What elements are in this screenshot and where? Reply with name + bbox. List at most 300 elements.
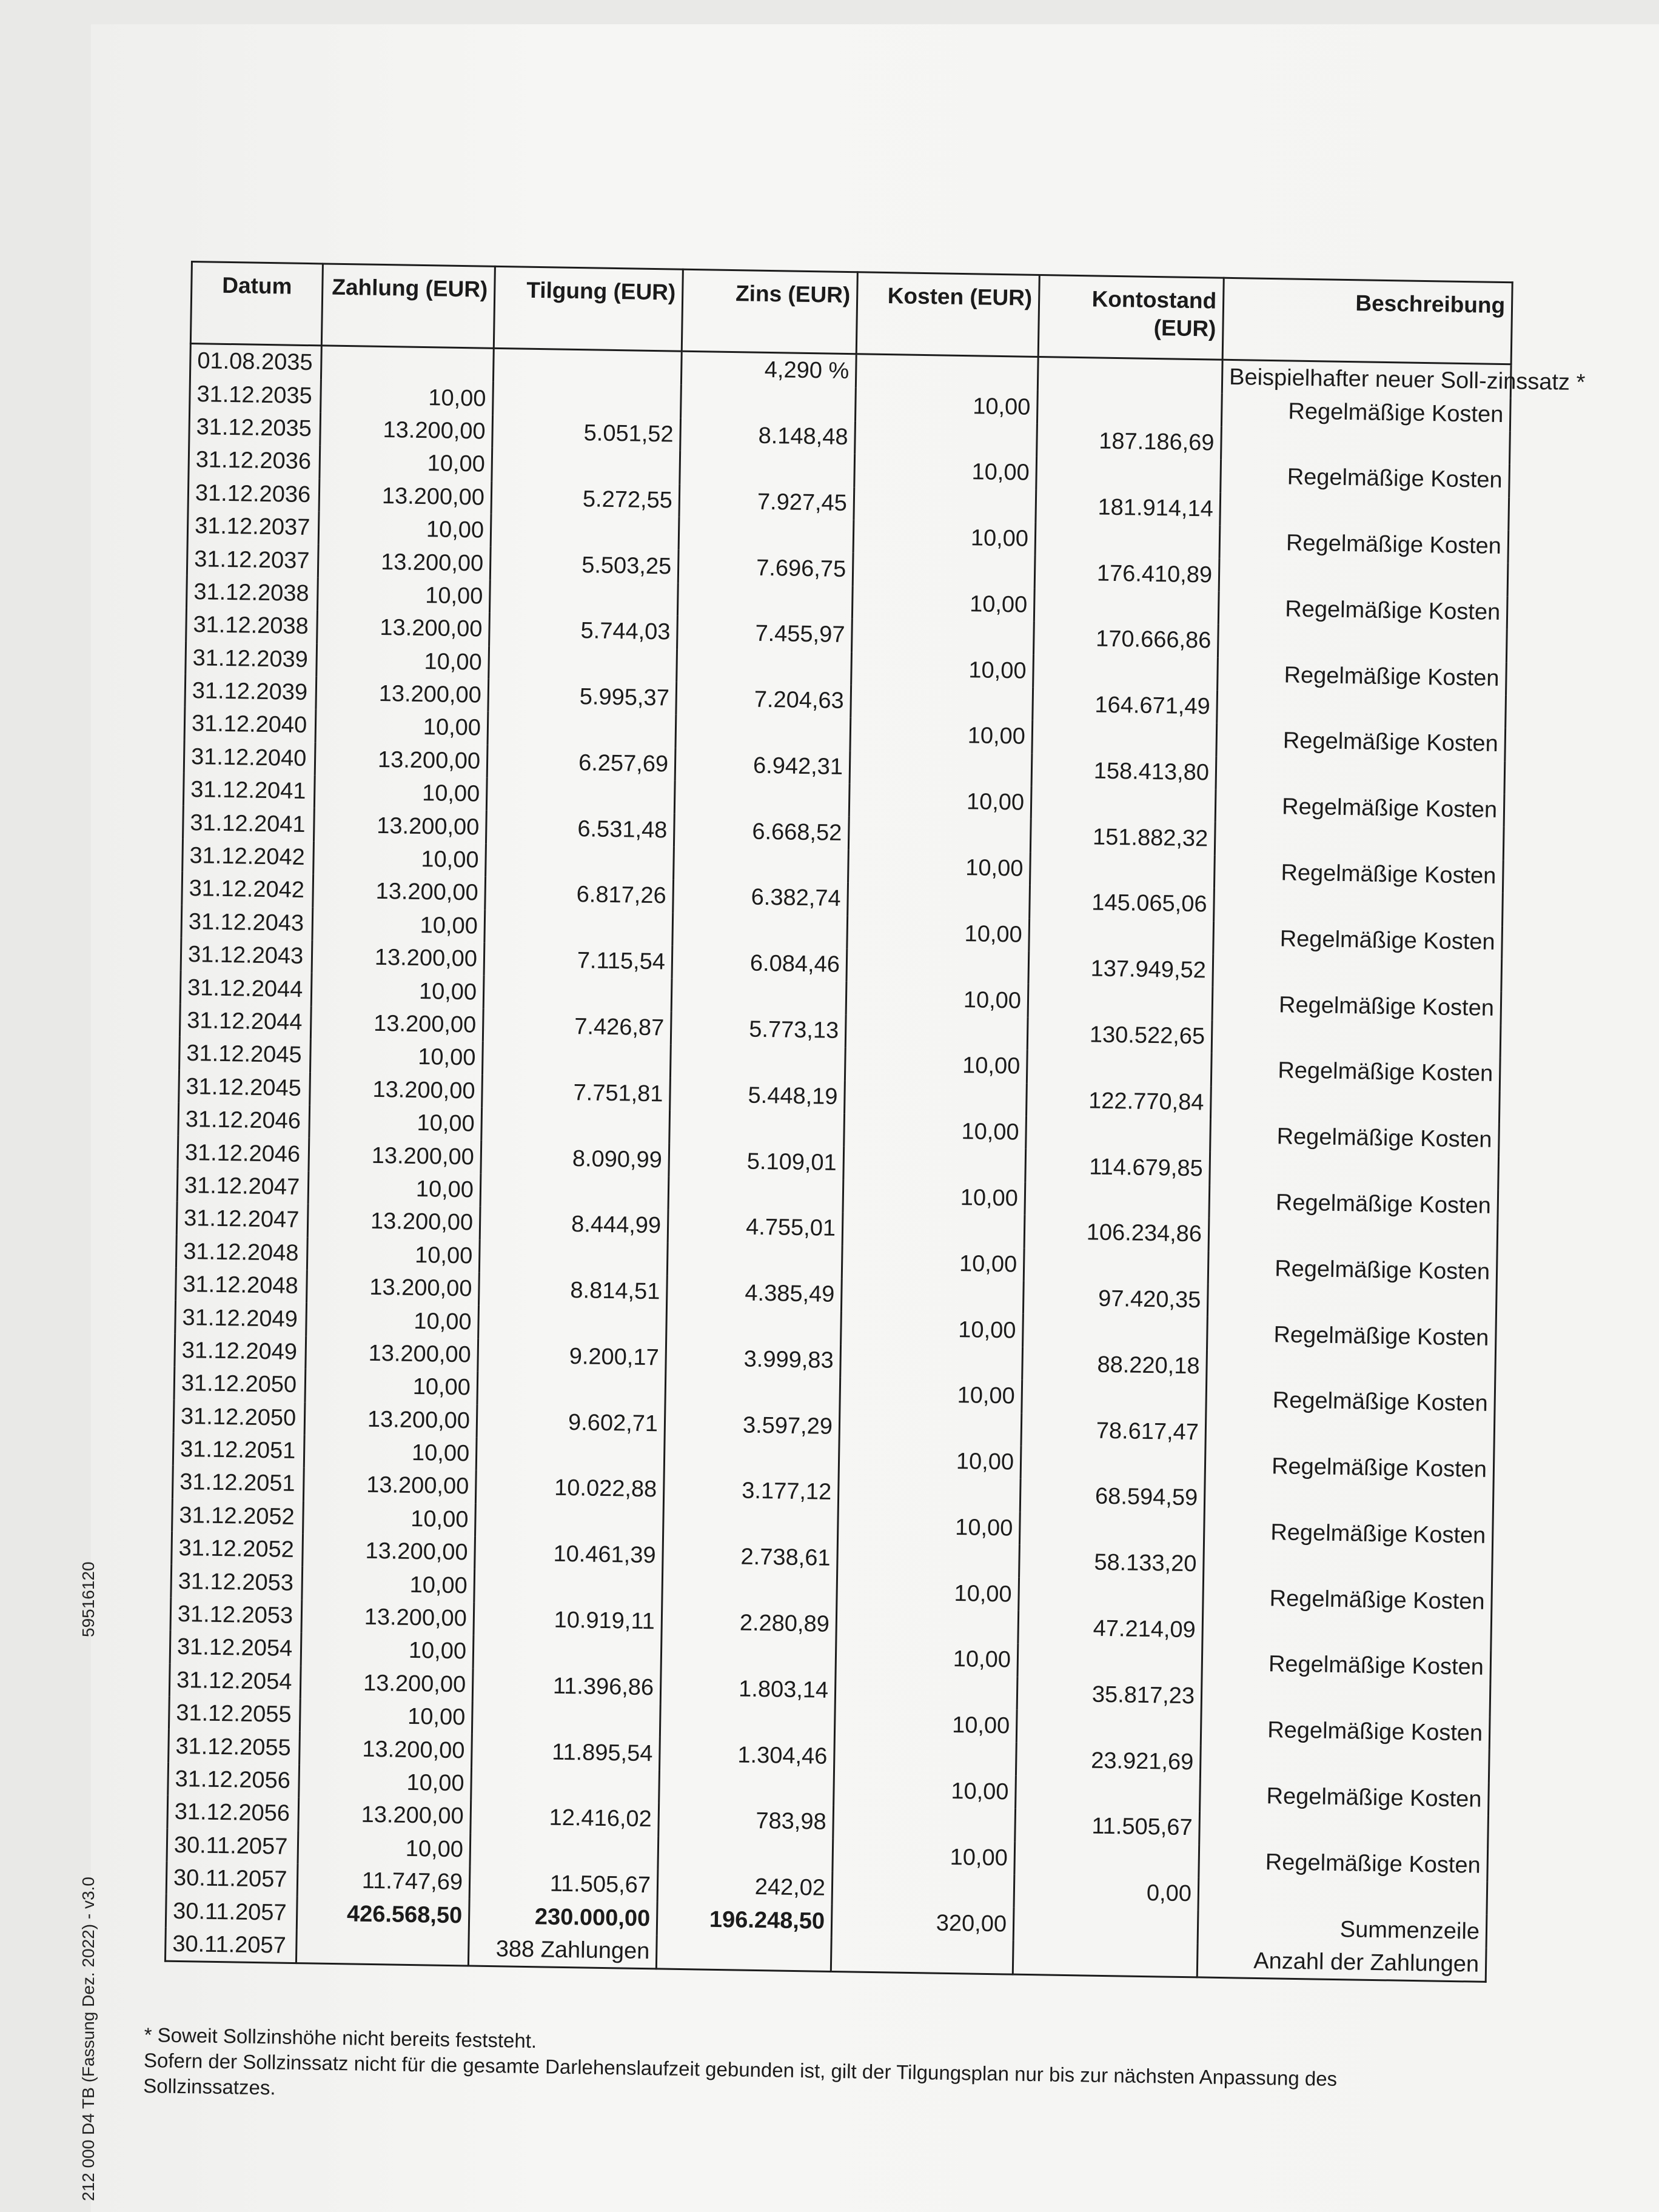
- cell-datum: 31.12.2046: [178, 1136, 309, 1171]
- cell-tilgung: 6.531,48: [486, 811, 674, 846]
- cell-kontostand: [1019, 1578, 1204, 1614]
- cell-kosten: 10,00: [833, 1839, 1015, 1875]
- cell-tilgung: 10.919,11: [474, 1602, 662, 1638]
- cell-zins: 2.280,89: [662, 1605, 837, 1641]
- cell-kontostand: [1035, 523, 1220, 558]
- cell-zahlung: 13.200,00: [301, 1600, 474, 1635]
- cell-kosten: [837, 1542, 1020, 1578]
- cell-tilgung: 5.503,25: [490, 547, 679, 583]
- cell-zins: [672, 913, 848, 948]
- cell-zahlung: 13.200,00: [307, 1270, 480, 1305]
- cell-zins: [656, 1935, 831, 1971]
- cell-datum: 31.12.2044: [180, 971, 312, 1006]
- table-body: [165, 344, 1586, 1982]
- cell-kosten: 10,00: [854, 454, 1037, 489]
- cell-zins: [681, 385, 856, 421]
- cell-datum: 31.12.2041: [183, 773, 315, 808]
- cell-kosten: 10,00: [837, 1575, 1019, 1610]
- cell-tilgung: [482, 1042, 671, 1078]
- cell-zins: 6.942,31: [675, 748, 850, 783]
- cell-tilgung: [483, 976, 672, 1011]
- cell-datum: 31.12.2051: [173, 1433, 304, 1468]
- cell-zins: 5.448,19: [670, 1078, 845, 1113]
- cell-datum: 31.12.2050: [174, 1367, 306, 1402]
- cell-datum: 31.12.2039: [185, 674, 317, 709]
- cell-beschreibung: Regelmäßige Kosten: [1213, 921, 1503, 959]
- cell-beschreibung: Regelmäßige Kosten: [1206, 1383, 1495, 1421]
- cell-kontostand: [1019, 1512, 1204, 1547]
- cell-tilgung: [478, 1305, 667, 1341]
- cell-zins: 6.382,74: [673, 880, 848, 916]
- cell-zins: 3.177,12: [663, 1473, 839, 1509]
- cell-datum: 31.12.2036: [188, 477, 320, 512]
- cell-datum: 31.12.2043: [181, 938, 312, 973]
- cell-zins: [664, 1440, 839, 1476]
- cell-datum: 30.11.2057: [165, 1927, 297, 1963]
- cell-tilgung: 10.461,39: [475, 1537, 663, 1572]
- cell-beschreibung: Regelmäßige Kosten: [1219, 526, 1509, 563]
- cell-datum: 31.12.2053: [170, 1598, 302, 1633]
- cell-beschreibung: Regelmäßige Kosten: [1211, 1053, 1500, 1091]
- cell-beschreibung: [1219, 558, 1508, 596]
- cell-zins: [663, 1506, 838, 1542]
- cell-kosten: 10,00: [841, 1311, 1024, 1347]
- cell-beschreibung: [1199, 1812, 1489, 1849]
- cell-kosten: 10,00: [840, 1377, 1022, 1413]
- cell-kosten: 10,00: [847, 916, 1030, 951]
- header-datum: Datum: [190, 262, 323, 346]
- cell-datum: 31.12.2037: [187, 509, 319, 545]
- cell-kosten: 10,00: [851, 652, 1034, 688]
- cell-zahlung: 10,00: [300, 1698, 472, 1734]
- cell-zahlung: 10,00: [302, 1567, 475, 1603]
- cell-zahlung: 13.200,00: [309, 1138, 481, 1174]
- cell-zins: 242,02: [657, 1869, 833, 1905]
- cell-zahlung: 11.747,69: [297, 1863, 470, 1899]
- cell-zahlung: 13.200,00: [310, 1006, 483, 1042]
- cell-beschreibung: Beispielhafter neuer Soll-zinssatz *: [1222, 360, 1511, 398]
- cell-beschreibung: Regelmäßige Kosten: [1218, 657, 1507, 695]
- cell-kontostand: [1023, 1314, 1208, 1350]
- cell-tilgung: [489, 646, 677, 682]
- cell-beschreibung: [1204, 1548, 1493, 1586]
- cell-beschreibung: Regelmäßige Kosten: [1214, 855, 1503, 893]
- cell-beschreibung: Regelmäßige Kosten: [1200, 1778, 1489, 1816]
- cell-beschreibung: [1217, 691, 1506, 728]
- cell-kontostand: 151.882,32: [1030, 819, 1215, 855]
- cell-kontostand: 164.671,49: [1033, 688, 1218, 723]
- cell-beschreibung: [1198, 1877, 1487, 1915]
- cell-kontostand: [1027, 1050, 1212, 1086]
- cell-tilgung: 8.090,99: [481, 1141, 669, 1176]
- cell-tilgung: [473, 1635, 662, 1671]
- cell-beschreibung: [1207, 1284, 1496, 1321]
- cell-zins: 8.148,48: [680, 418, 856, 454]
- cell-zins: 7.204,63: [676, 682, 851, 718]
- cell-zahlung: 10,00: [301, 1632, 474, 1668]
- cell-zins: 1.803,14: [660, 1671, 836, 1707]
- cell-datum: 31.12.2052: [172, 1532, 303, 1567]
- cell-datum: 31.12.2040: [184, 707, 316, 742]
- cell-tilgung: 12.416,02: [471, 1800, 659, 1836]
- cell-zins: 7.696,75: [678, 550, 853, 586]
- cell-zins: [674, 846, 849, 882]
- cell-tilgung: [486, 844, 674, 880]
- cell-kontostand: 158.413,80: [1031, 754, 1216, 789]
- header-beschreibung: Beschreibung: [1222, 278, 1512, 364]
- cell-tilgung: 5.272,55: [491, 481, 680, 517]
- cell-zahlung: 10,00: [310, 1039, 483, 1074]
- cell-kosten: [850, 751, 1032, 786]
- cell-datum: 31.12.2055: [169, 1729, 300, 1765]
- cell-datum: 31.12.2056: [168, 1763, 300, 1798]
- cell-beschreibung: Anzahl der Zahlungen: [1197, 1943, 1486, 1982]
- cell-kosten: [836, 1608, 1019, 1644]
- header-zins: Zins (EUR): [682, 269, 857, 354]
- cell-beschreibung: [1202, 1614, 1492, 1651]
- cell-zins: 7.455,97: [677, 616, 853, 652]
- cell-zahlung: 10,00: [299, 1765, 472, 1800]
- cell-zins: [662, 1572, 837, 1608]
- cell-zins: 4,290 %: [681, 351, 856, 387]
- cell-zahlung: 10,00: [305, 1369, 478, 1404]
- cell-zins: [679, 517, 854, 553]
- cell-tilgung: 9.602,71: [477, 1404, 665, 1440]
- cell-datum: 31.12.2045: [179, 1070, 310, 1105]
- cell-tilgung: [493, 348, 682, 385]
- cell-zins: 4.385,49: [666, 1275, 842, 1311]
- cell-kontostand: [1034, 589, 1219, 625]
- cell-kontostand: 47.214,09: [1018, 1611, 1203, 1647]
- cell-kosten: [852, 618, 1034, 654]
- cell-kontostand: 11.505,67: [1015, 1809, 1200, 1845]
- cell-kosten: [840, 1344, 1023, 1380]
- cell-beschreibung: Regelmäßige Kosten: [1208, 1251, 1497, 1289]
- cell-zahlung: 13.200,00: [298, 1797, 471, 1833]
- cell-beschreibung: Regelmäßige Kosten: [1209, 1185, 1498, 1222]
- cell-zahlung: 13.200,00: [312, 940, 484, 976]
- cell-zahlung: 13.200,00: [316, 676, 489, 712]
- cell-kontostand: 145.065,06: [1030, 885, 1215, 921]
- cell-datum: 31.12.2048: [176, 1235, 307, 1270]
- cell-datum: 31.12.2042: [183, 839, 314, 874]
- cell-beschreibung: [1221, 427, 1510, 464]
- cell-datum: 31.12.2054: [170, 1631, 301, 1666]
- cell-zins: [674, 781, 850, 817]
- repayment-schedule-table: [164, 261, 1586, 1983]
- cell-kontostand: 0,00: [1014, 1875, 1199, 1911]
- cell-tilgung: 7.115,54: [484, 943, 672, 979]
- cell-zahlung: 13.200,00: [313, 808, 486, 844]
- cell-zahlung: 13.200,00: [320, 412, 493, 448]
- cell-datum: 31.12.2049: [175, 1301, 307, 1336]
- cell-kosten: 10,00: [834, 1773, 1016, 1809]
- cell-beschreibung: Regelmäßige Kosten: [1218, 591, 1507, 629]
- cell-tilgung: [486, 778, 675, 814]
- cell-zahlung: 13.200,00: [313, 874, 486, 910]
- cell-zahlung: 10,00: [306, 1303, 479, 1339]
- cell-tilgung: [470, 1833, 659, 1869]
- cell-zins: 3.597,29: [665, 1407, 840, 1443]
- cell-datum: 31.12.2035: [189, 411, 321, 446]
- cell-kosten: [854, 487, 1036, 523]
- cell-datum: 30.11.2057: [167, 1828, 298, 1863]
- cell-beschreibung: [1215, 822, 1504, 860]
- cell-kontostand: [1014, 1842, 1199, 1877]
- cell-beschreibung: Regelmäßige Kosten: [1202, 1647, 1491, 1684]
- cell-datum: 31.12.2047: [177, 1169, 309, 1204]
- cell-zahlung: 10,00: [304, 1435, 477, 1470]
- cell-kontostand: 114.679,85: [1025, 1149, 1210, 1185]
- cell-tilgung: [493, 382, 682, 418]
- cell-kontostand: 106.234,86: [1024, 1215, 1209, 1251]
- cell-datum: 31.12.2044: [179, 1004, 311, 1039]
- cell-beschreibung: [1208, 1218, 1498, 1256]
- cell-zahlung: 10,00: [308, 1171, 481, 1207]
- cell-datum: 01.08.2035: [190, 344, 321, 380]
- cell-kosten: 10,00: [839, 1443, 1021, 1479]
- cell-kontostand: [1025, 1182, 1210, 1218]
- cell-beschreibung: [1207, 1350, 1496, 1387]
- cell-kontostand: 78.617,47: [1021, 1413, 1206, 1449]
- cell-datum: 31.12.2040: [184, 740, 315, 776]
- cell-beschreibung: [1201, 1680, 1490, 1717]
- cell-kosten: [851, 685, 1033, 720]
- cell-kosten: 10,00: [855, 388, 1037, 424]
- cell-zins: [670, 1045, 845, 1081]
- cell-kontostand: [1016, 1710, 1201, 1746]
- cell-zahlung: 10,00: [307, 1237, 480, 1273]
- cell-zahlung: 10,00: [313, 841, 486, 877]
- cell-kosten: 10,00: [842, 1245, 1024, 1281]
- cell-kontostand: [1032, 720, 1217, 756]
- cell-datum: 31.12.2049: [175, 1334, 306, 1369]
- cell-tilgung: [491, 514, 679, 550]
- cell-kontostand: 35.817,23: [1017, 1677, 1202, 1712]
- cell-kosten: [845, 1014, 1028, 1050]
- cell-datum: 31.12.2048: [176, 1268, 307, 1303]
- header-zahlung: Zahlung (EUR): [321, 264, 495, 348]
- cell-kosten: [856, 354, 1038, 391]
- cell-tilgung: [492, 448, 680, 484]
- cell-beschreibung: [1212, 1020, 1501, 1057]
- cell-kosten: [843, 1146, 1026, 1182]
- cell-beschreibung: [1204, 1482, 1493, 1520]
- cell-zahlung: 10,00: [303, 1501, 476, 1537]
- cell-datum: 31.12.2041: [183, 806, 315, 841]
- cell-kosten: 10,00: [850, 717, 1033, 753]
- cell-beschreibung: Regelmäßige Kosten: [1205, 1449, 1494, 1486]
- cell-beschreibung: [1218, 625, 1507, 662]
- cell-beschreibung: Regelmäßige Kosten: [1203, 1581, 1492, 1618]
- cell-kontostand: [1028, 984, 1213, 1020]
- cell-zins: 2.738,61: [663, 1540, 838, 1575]
- cell-zins: [675, 715, 851, 751]
- cell-beschreibung: [1210, 1152, 1499, 1190]
- form-version-code: 212 000 D4 TB (Fassung Dez. 2022) - v3.0: [79, 1877, 98, 2201]
- cell-kontostand: [1031, 786, 1216, 822]
- cell-datum: 31.12.2056: [167, 1795, 299, 1831]
- cell-kosten: [835, 1674, 1017, 1710]
- cell-kosten: [842, 1212, 1025, 1248]
- header-kontostand: Kontostand (EUR): [1038, 275, 1224, 360]
- cell-kontostand: 68.594,59: [1020, 1479, 1205, 1515]
- cell-kosten: [845, 1081, 1027, 1116]
- cell-kontostand: [1013, 1940, 1198, 1977]
- cell-beschreibung: Regelmäßige Kosten: [1215, 789, 1504, 827]
- cell-zahlung: 13.200,00: [306, 1336, 478, 1372]
- footnote-line-1: * Soweit Sollzinshöhe nicht bereits feststeht.: [144, 2023, 537, 2053]
- cell-tilgung: 388 Zahlungen: [468, 1932, 657, 1969]
- cell-kosten: [838, 1476, 1021, 1512]
- cell-beschreibung: Regelmäßige Kosten: [1212, 987, 1501, 1025]
- cell-beschreibung: [1205, 1416, 1495, 1453]
- cell-kosten: [839, 1410, 1022, 1446]
- cell-zahlung: 426.568,50: [297, 1896, 469, 1932]
- cell-kontostand: 23.921,69: [1016, 1743, 1201, 1778]
- cell-kontostand: [1030, 853, 1215, 888]
- cell-zins: [659, 1770, 834, 1806]
- cell-zahlung: [321, 346, 494, 382]
- cell-kosten: [834, 1740, 1016, 1775]
- cell-zahlung: 10,00: [311, 973, 484, 1009]
- cell-datum: 31.12.2042: [182, 872, 313, 907]
- cell-zins: 6.084,46: [672, 946, 847, 982]
- cell-datum: 31.12.2036: [189, 443, 320, 478]
- cell-zins: [665, 1375, 840, 1410]
- cell-kontostand: 181.914,14: [1036, 490, 1221, 526]
- cell-kosten: 10,00: [843, 1179, 1025, 1215]
- cell-zins: [677, 649, 852, 685]
- cell-datum: 31.12.2051: [172, 1466, 304, 1501]
- cell-datum: 31.12.2038: [186, 575, 318, 611]
- cell-zins: [658, 1836, 833, 1872]
- cell-kontostand: [1037, 357, 1222, 394]
- cell-kosten: [831, 1938, 1013, 1975]
- cell-zins: 783,98: [659, 1803, 834, 1839]
- cell-kontostand: [1036, 457, 1221, 492]
- cell-zins: 1.304,46: [659, 1737, 834, 1773]
- cell-tilgung: 6.257,69: [487, 745, 675, 780]
- cell-zins: [668, 1176, 843, 1212]
- cell-tilgung: 230.000,00: [469, 1899, 657, 1935]
- header-tilgung: Tilgung (EUR): [494, 266, 683, 351]
- cell-tilgung: 5.051,52: [492, 415, 681, 451]
- cell-beschreibung: Regelmäßige Kosten: [1216, 723, 1506, 761]
- cell-beschreibung: Regelmäßige Kosten: [1204, 1515, 1493, 1552]
- cell-zahlung: 13.200,00: [307, 1204, 480, 1239]
- cell-kontostand: 137.949,52: [1028, 951, 1213, 987]
- cell-datum: 31.12.2047: [176, 1202, 308, 1237]
- cell-kontostand: [1029, 918, 1214, 954]
- cell-kosten: 10,00: [846, 982, 1028, 1017]
- cell-zins: [660, 1704, 835, 1740]
- cell-beschreibung: [1200, 1746, 1489, 1783]
- footnote-line-2: Sofern der Sollzinssatz nicht für die gesamte Darlehenslaufzeit gebunden ist, gilt der Tilgungsplan nur bis zur nächsten Anpassung des Sollzinssatzes.: [143, 2048, 1338, 2099]
- cell-kosten: [848, 817, 1031, 853]
- cell-beschreibung: Regelmäßige Kosten: [1201, 1712, 1490, 1750]
- cell-datum: 31.12.2043: [181, 905, 313, 940]
- cell-datum: 31.12.2038: [186, 608, 318, 643]
- cell-zins: [680, 451, 855, 487]
- cell-kontostand: [1016, 1775, 1201, 1811]
- cell-datum: 31.12.2050: [173, 1399, 305, 1435]
- cell-kontostand: [1022, 1380, 1207, 1416]
- cell-kontostand: [1024, 1248, 1208, 1284]
- cell-zahlung: 13.200,00: [317, 610, 490, 646]
- cell-zahlung: 13.200,00: [310, 1072, 483, 1108]
- cell-zahlung: 10,00: [309, 1105, 482, 1141]
- cell-tilgung: [489, 580, 678, 616]
- cell-tilgung: [471, 1767, 660, 1803]
- cell-tilgung: [480, 1173, 669, 1209]
- cell-datum: 31.12.2054: [169, 1663, 301, 1698]
- cell-tilgung: [484, 910, 673, 945]
- cell-kosten: 10,00: [845, 1047, 1027, 1083]
- cell-beschreibung: Regelmäßige Kosten: [1221, 394, 1510, 431]
- cell-beschreibung: [1214, 888, 1503, 926]
- cell-datum: 30.11.2057: [166, 1862, 298, 1897]
- cell-tilgung: [481, 1108, 670, 1144]
- cell-datum: 31.12.2052: [172, 1498, 304, 1533]
- cell-zahlung: 10,00: [321, 380, 494, 415]
- cell-tilgung: 7.751,81: [482, 1074, 671, 1110]
- cell-zahlung: 13.200,00: [315, 742, 488, 778]
- cell-zins: 5.109,01: [669, 1144, 844, 1179]
- cell-zahlung: 13.200,00: [304, 1402, 477, 1438]
- cell-kosten: 10,00: [837, 1509, 1020, 1545]
- cell-kontostand: [1037, 390, 1222, 426]
- cell-zins: [666, 1309, 842, 1344]
- cell-zins: 5.773,13: [671, 1011, 846, 1047]
- cell-tilgung: [472, 1701, 660, 1737]
- cell-kosten: 10,00: [852, 586, 1034, 622]
- cell-zahlung: 13.200,00: [303, 1533, 475, 1569]
- cell-beschreibung: Regelmäßige Kosten: [1221, 460, 1510, 497]
- cell-zahlung: 13.200,00: [319, 478, 492, 514]
- cell-tilgung: 7.426,87: [483, 1009, 671, 1045]
- cell-beschreibung: [1210, 1086, 1500, 1124]
- cell-beschreibung: Regelmäßige Kosten: [1207, 1317, 1496, 1355]
- cell-kosten: [848, 882, 1030, 918]
- cell-kontostand: [1021, 1446, 1205, 1482]
- cell-tilgung: 8.814,51: [478, 1273, 667, 1309]
- cell-zahlung: 10,00: [318, 511, 491, 547]
- cell-tilgung: [476, 1438, 665, 1473]
- cell-zahlung: 13.200,00: [300, 1666, 473, 1701]
- cell-kosten: 10,00: [836, 1641, 1018, 1677]
- document-id-code: 59516120: [79, 1561, 98, 1637]
- cell-zahlung: 10,00: [317, 643, 489, 679]
- cell-tilgung: [474, 1569, 663, 1605]
- cell-kosten: [841, 1278, 1024, 1314]
- cell-datum: 30.11.2057: [166, 1894, 297, 1929]
- cell-beschreibung: [1216, 756, 1505, 794]
- cell-zins: [667, 1242, 842, 1278]
- cell-tilgung: [475, 1503, 664, 1539]
- header-kosten: Kosten (EUR): [856, 272, 1039, 357]
- cell-kosten: [846, 948, 1029, 984]
- cell-tilgung: [488, 712, 676, 748]
- cell-tilgung: 5.995,37: [488, 679, 677, 715]
- cell-tilgung: 6.817,26: [485, 877, 674, 913]
- cell-zahlung: 10,00: [317, 577, 490, 613]
- cell-beschreibung: [1220, 492, 1509, 530]
- cell-kontostand: [1026, 1116, 1211, 1152]
- cell-kosten: 10,00: [849, 783, 1031, 819]
- cell-zahlung: 10,00: [320, 446, 492, 481]
- cell-kontostand: [1013, 1908, 1198, 1943]
